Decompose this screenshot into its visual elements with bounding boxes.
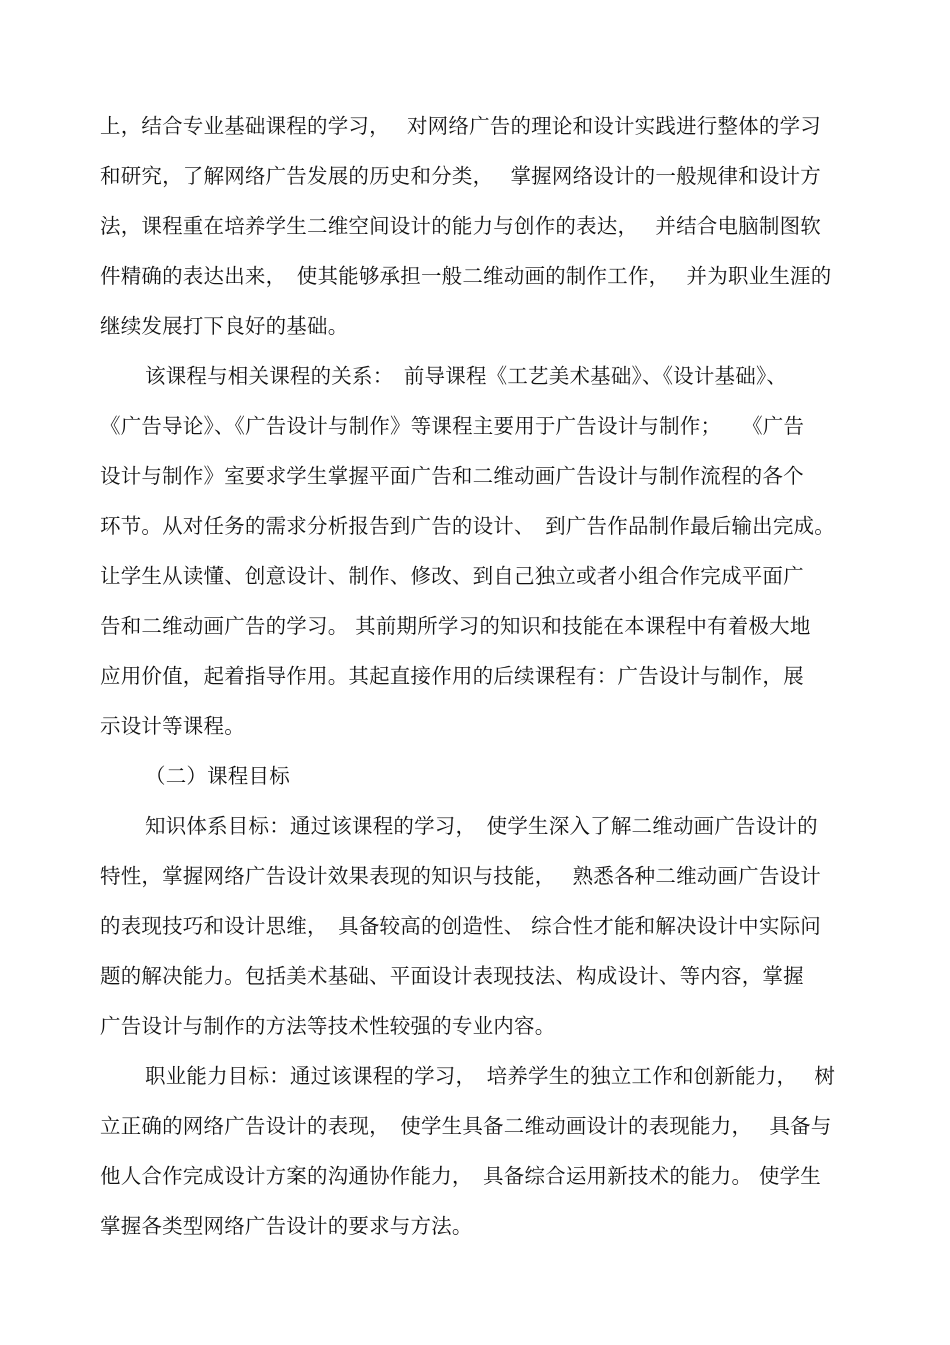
text-line: 该课程与相关课程的关系： 前导课程《工艺美术基础》、《设计基础》、: [145, 364, 788, 388]
text-line: 题的解决能力。包括美术基础、平面设计表现技法、构成设计、等内容，掌握: [100, 964, 804, 988]
text-line: 广告设计与制作的方法等技术性较强的专业内容。: [100, 1014, 556, 1038]
text-line: 件精确的表达出来， 使其能够承担一般二维动画的制作工作， 并为职业生涯的: [100, 264, 832, 288]
text-line: 立正确的网络广告设计的表现， 使学生具备二维动画设计的表现能力， 具备与: [100, 1114, 832, 1138]
text-line: 职业能力目标：通过该课程的学习， 培养学生的独立工作和创新能力， 树: [145, 1064, 836, 1088]
text-line: 法，课程重在培养学生二维空间设计的能力与创作的表达， 并结合电脑制图软: [100, 214, 821, 238]
text-line: 知识体系目标：通过该课程的学习， 使学生深入了解二维动画广告设计的: [145, 814, 818, 838]
text-line: 掌握各类型网络广告设计的要求与方法。: [100, 1214, 473, 1238]
text-line: 的表现技巧和设计思维， 具备较高的创造性、 综合性才能和解决设计中实际问: [100, 914, 821, 938]
text-line: 告和二维动画广告的学习。 其前期所学习的知识和技能在本课程中有着极大地: [100, 614, 811, 638]
text-line: 和研究，了解网络广告发展的历史和分类， 掌握网络设计的一般规律和设计方: [100, 164, 821, 188]
text-line: 示设计等课程。: [100, 714, 245, 738]
text-line: 上，结合专业基础课程的学习， 对网络广告的理论和设计实践进行整体的学习: [100, 114, 821, 138]
text-line: 环节。从对任务的需求分析报告到广告的设计、 到广告作品制作最后输出完成。: [100, 514, 835, 538]
section-heading: （二）课程目标: [145, 764, 290, 788]
text-line: 他人合作完成设计方案的沟通协作能力， 具备综合运用新技术的能力。 使学生: [100, 1164, 821, 1188]
text-line: 《广告导论》、《广告设计与制作》等课程主要用于广告设计与制作； 《广告: [100, 414, 805, 438]
text-line: 应用价值，起着指导作用。其起直接作用的后续课程有：广告设计与制作，展: [100, 664, 804, 688]
text-line: 特性，掌握网络广告设计效果表现的知识与技能， 熟悉各种二维动画广告设计: [100, 864, 821, 888]
text-line: 让学生从读懂、创意设计、制作、修改、到自己独立或者小组合作完成平面广: [100, 564, 804, 588]
text-line: 设计与制作》室要求学生掌握平面广告和二维动画广告设计与制作流程的各个: [100, 464, 804, 488]
text-line: 继续发展打下良好的基础。: [100, 314, 349, 338]
